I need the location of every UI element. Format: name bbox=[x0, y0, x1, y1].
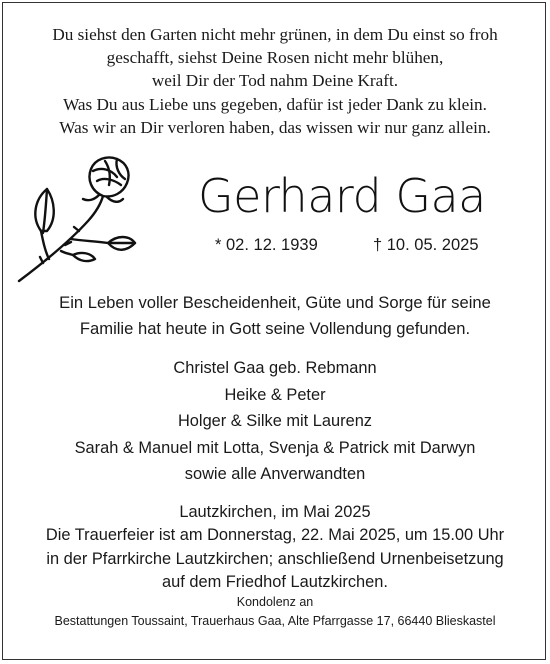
poem-line: Was Du aus Liebe uns gegeben, dafür ist jeder Dank zu klein. bbox=[63, 94, 487, 114]
death-date: † 10. 05. 2025 bbox=[373, 236, 479, 254]
mourner-line: sowie alle Anverwandten bbox=[184, 465, 366, 483]
poem-line: Was wir an Dir verloren haben, das wissen wir nur ganz allein. bbox=[59, 117, 491, 137]
mourner-line: Sarah & Manuel mit Lotta, Svenja & Patrick mit Darwyn bbox=[74, 438, 476, 457]
mourner-line: Holger & Silke mit Laurenz bbox=[177, 412, 373, 430]
dedication-line: Ein Leben voller Bescheidenheit, Güte und Sorge für seine bbox=[59, 293, 491, 312]
memorial-poem bbox=[3, 23, 547, 139]
funeral-line: in der Pfarrkirche Lautzkirchen; anschließend Urnenbeisetzung bbox=[46, 549, 504, 568]
dedication-line: Familie hat heute in Gott seine Vollendung gefunden. bbox=[79, 319, 471, 338]
obituary-card bbox=[2, 2, 546, 660]
funeral-line: auf dem Friedhof Lautzkirchen. bbox=[162, 573, 388, 591]
condolence-label: Kondolenz an bbox=[236, 595, 314, 609]
deceased-name: Gerhard Gaa bbox=[198, 169, 486, 223]
mourner-line: Heike & Peter bbox=[224, 385, 326, 404]
rose-icon bbox=[13, 151, 138, 286]
poem-line: weil Dir der Tod nahm Deine Kraft. bbox=[151, 71, 399, 91]
birth-date: * 02. 12. 1939 bbox=[215, 236, 318, 254]
mourner-line: Christel Gaa geb. Rebmann bbox=[173, 359, 377, 377]
poem-line: geschafft, siehst Deine Rosen nicht mehr blühen, bbox=[106, 48, 444, 68]
funeral-details bbox=[3, 524, 547, 595]
poem-line: Du siehst den Garten nicht mehr grünen, in dem Du einst so froh bbox=[52, 25, 498, 44]
funeral-line: Die Trauerfeier ist am Donnerstag, 22. Mai 2025, um 15.00 Uhr bbox=[45, 526, 505, 544]
dedication-text bbox=[3, 290, 547, 342]
place-date: Lautzkirchen, im Mai 2025 bbox=[179, 503, 371, 521]
condolence-address: Bestattungen Toussaint, Trauerhaus Gaa, Alte Pfarrgasse 17, 66440 Blieskastel bbox=[54, 614, 496, 628]
mourners-list bbox=[3, 355, 547, 488]
